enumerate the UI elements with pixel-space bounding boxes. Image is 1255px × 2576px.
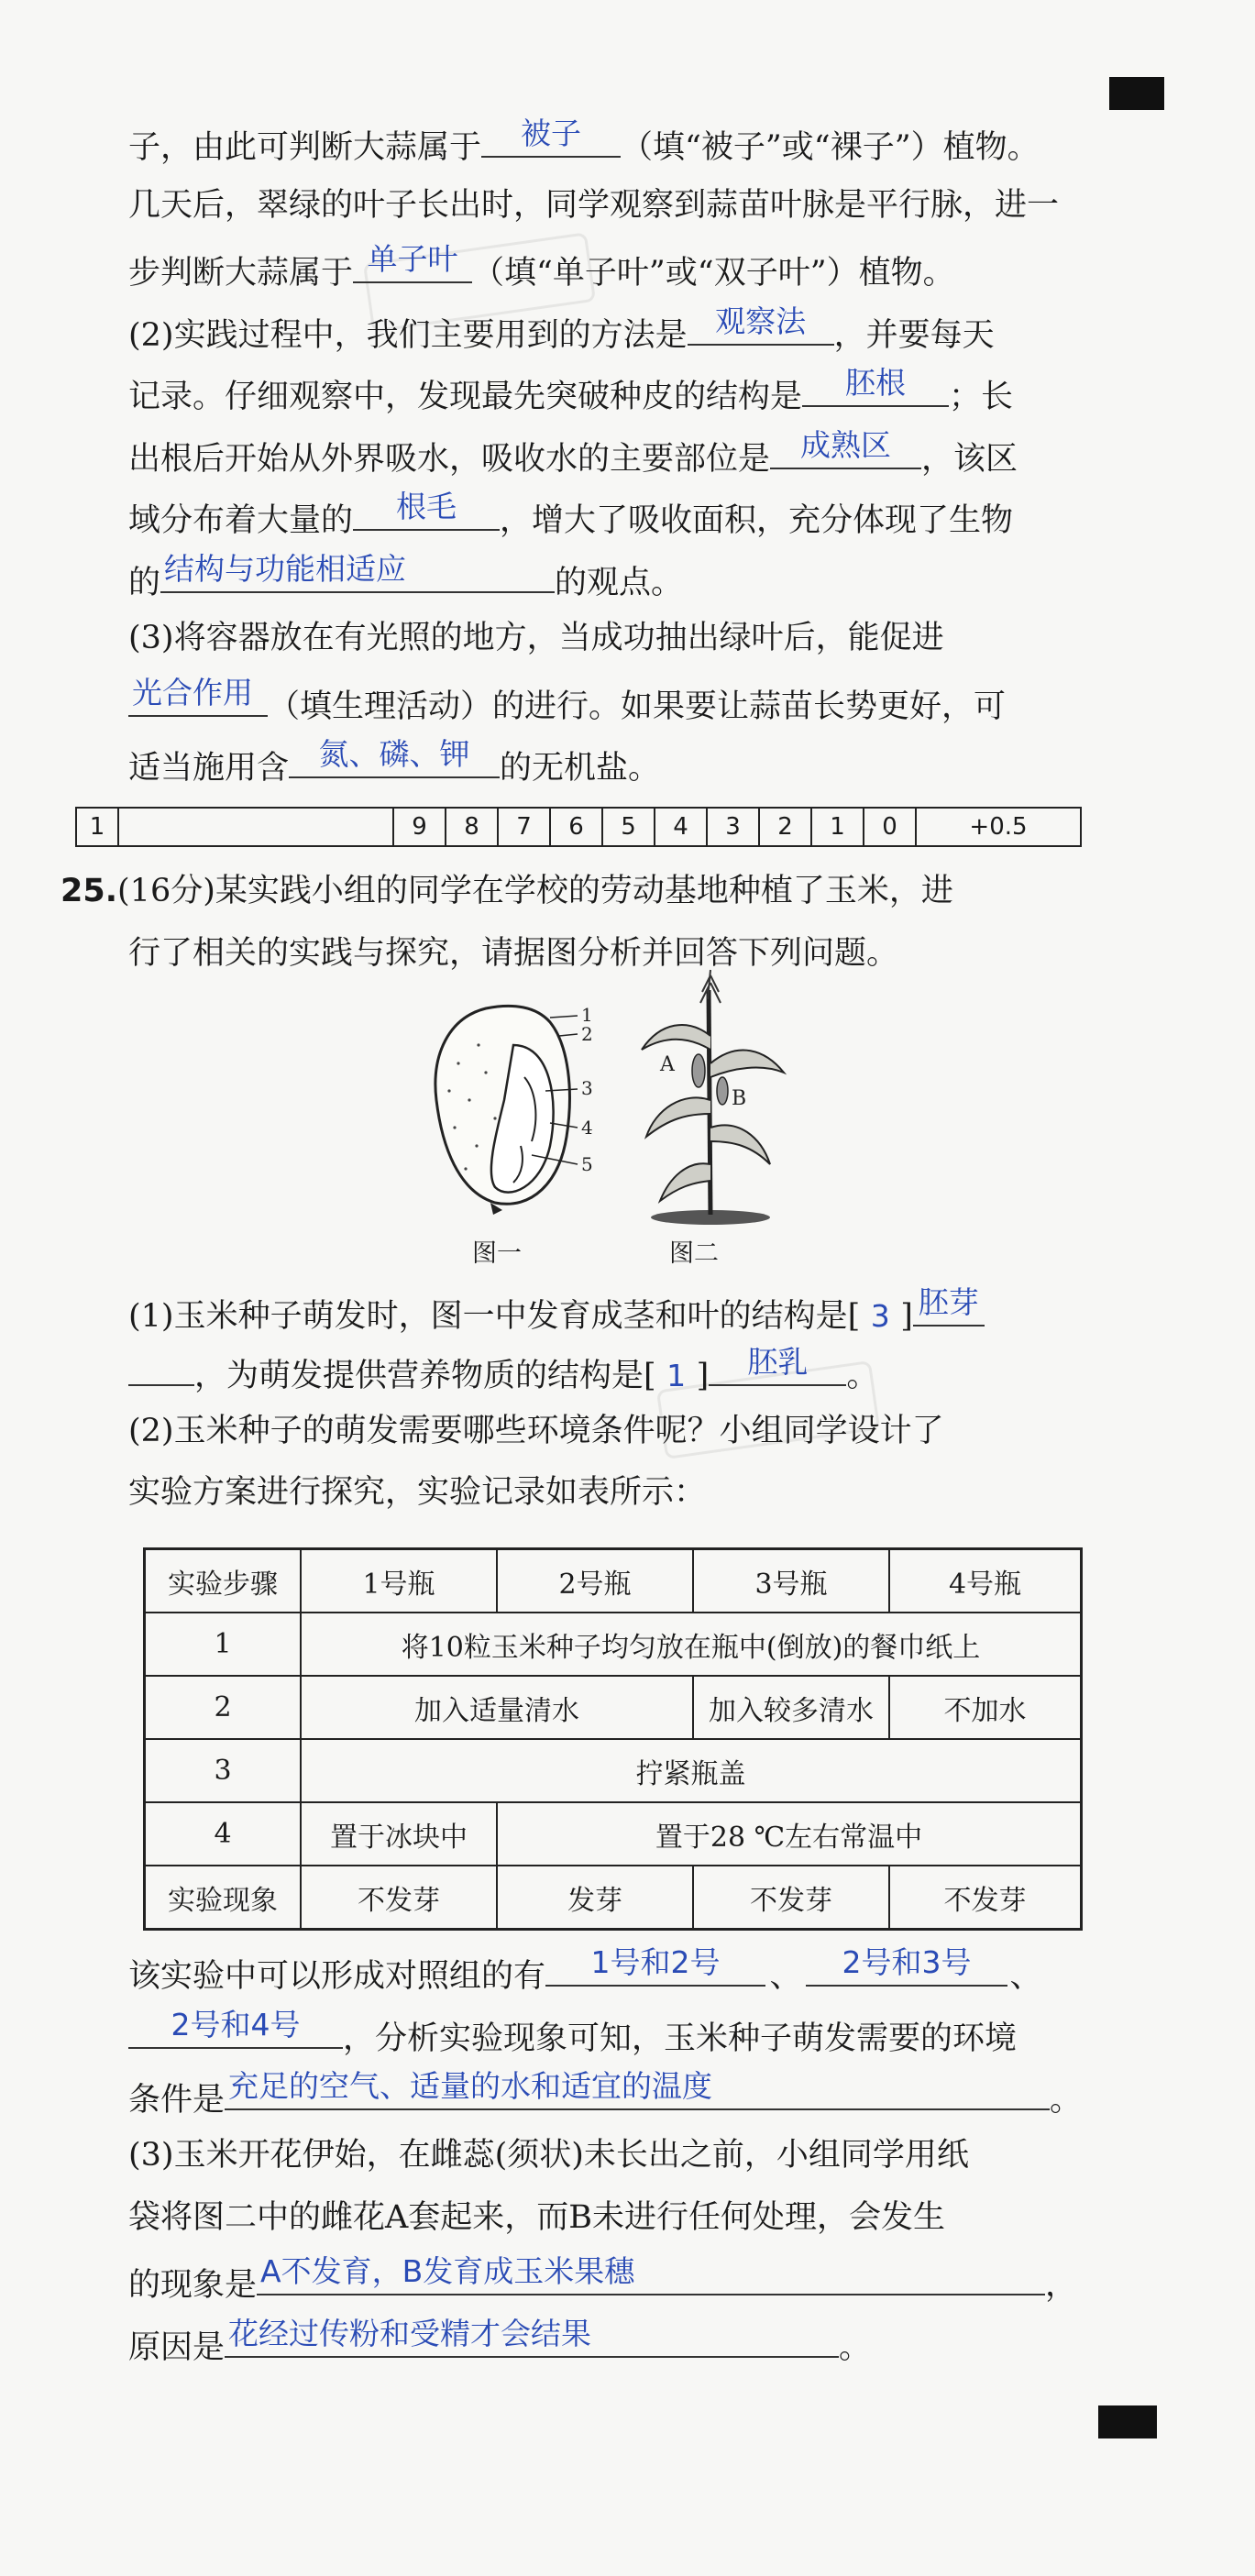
text-line: 出根后开始从外界吸水，吸收水的主要部位是 成熟区 ，该区 [128, 427, 1018, 478]
answer-blank[interactable]: 根毛 [353, 492, 500, 531]
table-row [145, 1549, 1082, 1613]
table-cell: 不发芽 [693, 1866, 889, 1930]
table-header-cell: 4号瓶 [889, 1549, 1082, 1613]
table-cell: 发芽 [497, 1866, 693, 1930]
fig2-label-b: B [732, 1087, 747, 1110]
score-cell[interactable]: 6 [551, 809, 603, 845]
table-row [145, 1802, 1082, 1866]
bracket-answer[interactable]: 1 [666, 1358, 687, 1393]
answer-blank[interactable]: 结构与功能相适应 [160, 555, 555, 593]
question-heading: 25.(16分)某实践小组的同学在学校的劳动基地种植了玉米，进 [61, 873, 953, 909]
answer-blank[interactable]: 胚乳 [709, 1348, 846, 1386]
text-line: 域分布着大量的 根毛 ，增大了吸收面积，充分体现了生物 [128, 489, 1014, 539]
table-row [145, 1613, 1082, 1676]
table-row [145, 1866, 1082, 1930]
table-cell: 3 [145, 1739, 302, 1802]
table-cell: 实验现象 [145, 1866, 302, 1930]
text-line: 的现象是 A不发育，B发育成玉米果穗 ， [128, 2253, 1078, 2304]
experiment-table [143, 1547, 1083, 1931]
text-line: 该实验中可以形成对照组的有 1号和2号 、 2号和3号 、 [128, 1944, 1042, 1995]
table-cell: 2 [145, 1676, 302, 1739]
text-line: 2号和4号 ，分析实验现象可知，玉米种子萌发需要的环境 [128, 2010, 1017, 2061]
fig1-label: 5 [581, 1153, 593, 1175]
score-cell[interactable]: 1 [812, 809, 864, 845]
answer-blank[interactable]: A不发育，B发育成玉米果穗 [257, 2257, 1045, 2295]
text-line: 步判断大蒜属于 单子叶 （填“单子叶”或“双子叶”）植物。 [128, 241, 955, 292]
score-cell[interactable]: 3 [708, 809, 760, 845]
text-line: 条件是 充足的空气、适量的水和适宜的温度 。 [128, 2068, 1083, 2119]
text-line: 原因是 花经过传粉和受精才会结果 。 [128, 2316, 872, 2366]
score-cell[interactable]: 4 [655, 809, 708, 845]
table-cell: 4 [145, 1802, 302, 1866]
score-cell[interactable]: 2 [760, 809, 812, 845]
text-line: 适当施用含 氮、磷、钾 的无机盐。 [128, 736, 661, 787]
answer-blank[interactable]: 花经过传粉和受精才会结果 [225, 2319, 839, 2358]
figure-caption: 图二 [669, 1239, 719, 1268]
table-cell: 置于28 ℃左右常温中 [497, 1802, 1082, 1866]
fig1-label: 1 [581, 1004, 593, 1026]
table-cell: 不加水 [889, 1676, 1082, 1739]
fig2-label-a: A [660, 1053, 675, 1076]
table-row [145, 1739, 1082, 1802]
corn-plant-figure [623, 963, 788, 1228]
text-line: 光合作用 （填生理活动）的进行。如果要让蒜苗长势更好，可 [128, 678, 1006, 729]
table-header-cell: 1号瓶 [301, 1549, 497, 1613]
text-line: 记录。仔细观察中，发现最先突破种皮的结构是 胚根 ；长 [128, 365, 1014, 415]
text-line: (2)玉米种子的萌发需要哪些环境条件呢？小组同学设计了 [128, 1413, 944, 1449]
bracket-answer[interactable]: 3 [870, 1298, 890, 1334]
score-cell[interactable]: 0 [864, 809, 917, 845]
text-line: 行了相关的实践与探究，请据图分析并回答下列问题。 [128, 935, 899, 972]
answer-blank[interactable]: 充足的空气、适量的水和适宜的温度 [225, 2072, 1050, 2110]
table-cell: 不发芽 [889, 1866, 1082, 1930]
answer-blank[interactable]: 光合作用 [128, 678, 268, 717]
score-cell[interactable]: 5 [603, 809, 655, 845]
score-cell[interactable]: 8 [446, 809, 499, 845]
score-cell[interactable] [119, 809, 394, 845]
answer-blank[interactable]: 1号和2号 [545, 1948, 765, 1987]
text-line: 实验方案进行探究，实验记录如表所示： [128, 1474, 707, 1511]
fig1-label: 3 [581, 1077, 593, 1099]
score-cell[interactable]: 7 [499, 809, 551, 845]
text-line: 袋将图二中的雌花A套起来，而B未进行任何处理，会发生 [128, 2199, 945, 2236]
answer-blank[interactable] [128, 1348, 194, 1386]
text-line: ，为萌发提供营养物质的结构是[ 1 ] 胚乳 。 [128, 1348, 878, 1398]
fig1-label: 2 [581, 1023, 593, 1045]
answer-blank[interactable]: 成熟区 [770, 431, 921, 469]
text-line: (3)将容器放在有光照的地方，当成功抽出绿叶后，能促进 [128, 620, 944, 656]
table-header-cell: 实验步骤 [145, 1549, 302, 1613]
text-line: 子，由此可判断大蒜属于 被子 （填“被子”或“裸子”）植物。 [128, 116, 1040, 166]
answer-blank[interactable]: 被子 [481, 119, 621, 158]
score-bar [75, 807, 1082, 847]
table-header-cell: 3号瓶 [693, 1549, 889, 1613]
figure-caption: 图一 [472, 1239, 522, 1268]
answer-blank[interactable]: 2号和4号 [128, 2010, 343, 2049]
table-cell: 加入较多清水 [693, 1676, 889, 1739]
table-cell: 不发芽 [301, 1866, 497, 1930]
answer-blank[interactable]: 胚芽 [913, 1288, 985, 1327]
answer-blank[interactable]: 观察法 [688, 307, 834, 346]
fig1-label: 4 [581, 1117, 593, 1139]
text-line: (1)玉米种子萌发时，图一中发育成茎和叶的结构是[ 3 ] 胚芽 [128, 1288, 985, 1338]
table-row [145, 1676, 1082, 1739]
answer-blank[interactable]: 单子叶 [353, 245, 472, 283]
text-line: (2)实践过程中，我们主要用到的方法是 观察法 ，并要每天 [128, 303, 995, 354]
table-cell: 将10粒玉米种子均匀放在瓶中(倒放)的餐巾纸上 [301, 1613, 1082, 1676]
text-line: 的 结构与功能相适应 的观点。 [128, 551, 684, 601]
answer-blank[interactable]: 胚根 [802, 369, 949, 407]
table-header-cell: 2号瓶 [497, 1549, 693, 1613]
text-line: 几天后，翠绿的叶子长出时，同学观察到蒜苗叶脉是平行脉，进一 [128, 187, 1060, 224]
table-cell: 加入适量清水 [301, 1676, 693, 1739]
table-cell: 1 [145, 1613, 302, 1676]
corner-mark-top [1109, 77, 1164, 110]
answer-blank[interactable]: 2号和3号 [806, 1948, 1007, 1987]
score-cell[interactable]: 1 [77, 809, 119, 845]
question-number: 25. [61, 873, 118, 909]
corner-mark-bottom [1098, 2405, 1157, 2438]
corn-seed-figure [422, 990, 605, 1219]
score-cell[interactable]: +0.5 [969, 813, 1028, 841]
table-cell: 拧紧瓶盖 [301, 1739, 1082, 1802]
text-line: (3)玉米开花伊始，在雌蕊(须状)未长出之前，小组同学用纸 [128, 2137, 969, 2174]
table-cell: 置于冰块中 [301, 1802, 497, 1866]
score-cell[interactable]: 9 [394, 809, 446, 845]
answer-blank[interactable]: 氮、磷、钾 [289, 740, 500, 778]
